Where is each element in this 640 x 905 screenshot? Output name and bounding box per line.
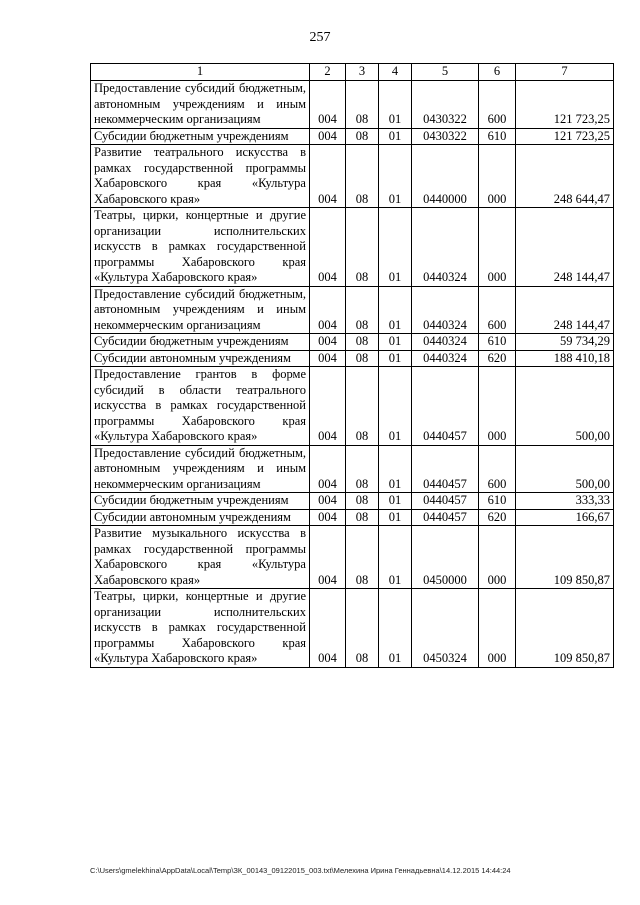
ministry-code-cell: 004 (310, 526, 346, 589)
expense-type-cell: 600 (479, 286, 516, 334)
row-name-cell: Субсидии бюджетным учреждениям (91, 128, 310, 145)
amount-cell: 109 850,87 (516, 589, 614, 668)
target-article-cell: 0440457 (412, 367, 479, 446)
subsection-code-cell: 01 (379, 367, 412, 446)
subsection-code-cell: 01 (379, 526, 412, 589)
section-code-cell: 08 (346, 81, 379, 129)
target-article-cell: 0440457 (412, 445, 479, 493)
section-code-cell: 08 (346, 208, 379, 287)
row-name-cell: Субсидии бюджетным учреждениям (91, 493, 310, 510)
target-article-cell: 0440457 (412, 509, 479, 526)
subsection-code-cell: 01 (379, 334, 412, 351)
budget-table (90, 63, 614, 668)
section-code-cell: 08 (346, 350, 379, 367)
table-row (91, 350, 614, 367)
ministry-code-cell: 004 (310, 509, 346, 526)
column-header: 4 (379, 64, 412, 81)
target-article-cell: 0440324 (412, 350, 479, 367)
row-name-cell: Предоставление субсидий бюджетным, автономным учреждениям и иным некоммерческим организациям (91, 445, 310, 493)
table-row (91, 367, 614, 446)
column-header: 5 (412, 64, 479, 81)
expense-type-cell: 610 (479, 493, 516, 510)
ministry-code-cell: 004 (310, 81, 346, 129)
target-article-cell: 0450000 (412, 526, 479, 589)
row-name-cell: Театры, цирки, концертные и другие организации исполнительских искусств в рамках государственной программы Хабаровского края «Культура Хабаровского края» (91, 589, 310, 668)
expense-type-cell: 000 (479, 589, 516, 668)
subsection-code-cell: 01 (379, 445, 412, 493)
ministry-code-cell: 004 (310, 350, 346, 367)
amount-cell: 248 144,47 (516, 208, 614, 287)
column-header: 1 (91, 64, 310, 81)
amount-cell: 500,00 (516, 445, 614, 493)
subsection-code-cell: 01 (379, 145, 412, 208)
subsection-code-cell: 01 (379, 286, 412, 334)
table-row (91, 589, 614, 668)
table-row (91, 81, 614, 129)
expense-type-cell: 610 (479, 128, 516, 145)
section-code-cell: 08 (346, 128, 379, 145)
expense-type-cell: 000 (479, 526, 516, 589)
target-article-cell: 0440324 (412, 334, 479, 351)
ministry-code-cell: 004 (310, 493, 346, 510)
amount-cell: 166,67 (516, 509, 614, 526)
ministry-code-cell: 004 (310, 334, 346, 351)
target-article-cell: 0440324 (412, 208, 479, 287)
expense-type-cell: 000 (479, 367, 516, 446)
amount-cell: 248 644,47 (516, 145, 614, 208)
target-article-cell: 0430322 (412, 81, 479, 129)
section-code-cell: 08 (346, 589, 379, 668)
ministry-code-cell: 004 (310, 145, 346, 208)
row-name-cell: Предоставление грантов в форме субсидий в области театрального искусства в рамках государственной программы Хабаровского края «Культура Хабаровского края» (91, 367, 310, 446)
amount-cell: 500,00 (516, 367, 614, 446)
expense-type-cell: 620 (479, 509, 516, 526)
amount-cell: 121 723,25 (516, 81, 614, 129)
amount-cell: 59 734,29 (516, 334, 614, 351)
amount-cell: 188 410,18 (516, 350, 614, 367)
target-article-cell: 0450324 (412, 589, 479, 668)
table-row (91, 128, 614, 145)
section-code-cell: 08 (346, 286, 379, 334)
amount-cell: 121 723,25 (516, 128, 614, 145)
section-code-cell: 08 (346, 493, 379, 510)
expense-type-cell: 000 (479, 145, 516, 208)
section-code-cell: 08 (346, 334, 379, 351)
ministry-code-cell: 004 (310, 367, 346, 446)
expense-type-cell: 600 (479, 445, 516, 493)
column-header: 6 (479, 64, 516, 81)
column-header: 3 (346, 64, 379, 81)
section-code-cell: 08 (346, 145, 379, 208)
section-code-cell: 08 (346, 509, 379, 526)
row-name-cell: Предоставление субсидий бюджетным, автономным учреждениям и иным некоммерческим организациям (91, 286, 310, 334)
target-article-cell: 0440324 (412, 286, 479, 334)
ministry-code-cell: 004 (310, 445, 346, 493)
table-row (91, 526, 614, 589)
table-row (91, 208, 614, 287)
page-number: 257 (309, 30, 331, 45)
row-name-cell: Субсидии автономным учреждениям (91, 509, 310, 526)
section-code-cell: 08 (346, 526, 379, 589)
row-name-cell: Субсидии бюджетным учреждениям (91, 334, 310, 351)
ministry-code-cell: 004 (310, 589, 346, 668)
subsection-code-cell: 01 (379, 81, 412, 129)
subsection-code-cell: 01 (379, 589, 412, 668)
row-name-cell: Развитие музыкального искусства в рамках государственной программы Хабаровского края «Культура Хабаровского края» (91, 526, 310, 589)
target-article-cell: 0440000 (412, 145, 479, 208)
ministry-code-cell: 004 (310, 286, 346, 334)
ministry-code-cell: 004 (310, 208, 346, 287)
column-header: 7 (516, 64, 614, 81)
column-header: 2 (310, 64, 346, 81)
file-path-footer: C:\Users\gmelekhina\AppData\Local\Temp\ЗК_00143_09122015_003.txt\Мелехина Ирина Геннадьевна\14.12.2015 14:44:24 (90, 866, 511, 875)
table-row (91, 145, 614, 208)
table-row (91, 286, 614, 334)
section-code-cell: 08 (346, 445, 379, 493)
table-row (91, 445, 614, 493)
amount-cell: 248 144,47 (516, 286, 614, 334)
target-article-cell: 0430322 (412, 128, 479, 145)
expense-type-cell: 610 (479, 334, 516, 351)
row-name-cell: Театры, цирки, концертные и другие организации исполнительских искусств в рамках государственной программы Хабаровского края «Культура Хабаровского края» (91, 208, 310, 287)
expense-type-cell: 600 (479, 81, 516, 129)
row-name-cell: Предоставление субсидий бюджетным, автономным учреждениям и иным некоммерческим организациям (91, 81, 310, 129)
subsection-code-cell: 01 (379, 128, 412, 145)
row-name-cell: Развитие театрального искусства в рамках государственной программы Хабаровского края «Культура Хабаровского края» (91, 145, 310, 208)
amount-cell: 109 850,87 (516, 526, 614, 589)
header-row (91, 64, 614, 81)
table-row (91, 334, 614, 351)
amount-cell: 333,33 (516, 493, 614, 510)
subsection-code-cell: 01 (379, 208, 412, 287)
subsection-code-cell: 01 (379, 350, 412, 367)
ministry-code-cell: 004 (310, 128, 346, 145)
section-code-cell: 08 (346, 367, 379, 446)
table-row (91, 509, 614, 526)
subsection-code-cell: 01 (379, 509, 412, 526)
target-article-cell: 0440457 (412, 493, 479, 510)
row-name-cell: Субсидии автономным учреждениям (91, 350, 310, 367)
expense-type-cell: 620 (479, 350, 516, 367)
table-row (91, 493, 614, 510)
expense-type-cell: 000 (479, 208, 516, 287)
subsection-code-cell: 01 (379, 493, 412, 510)
